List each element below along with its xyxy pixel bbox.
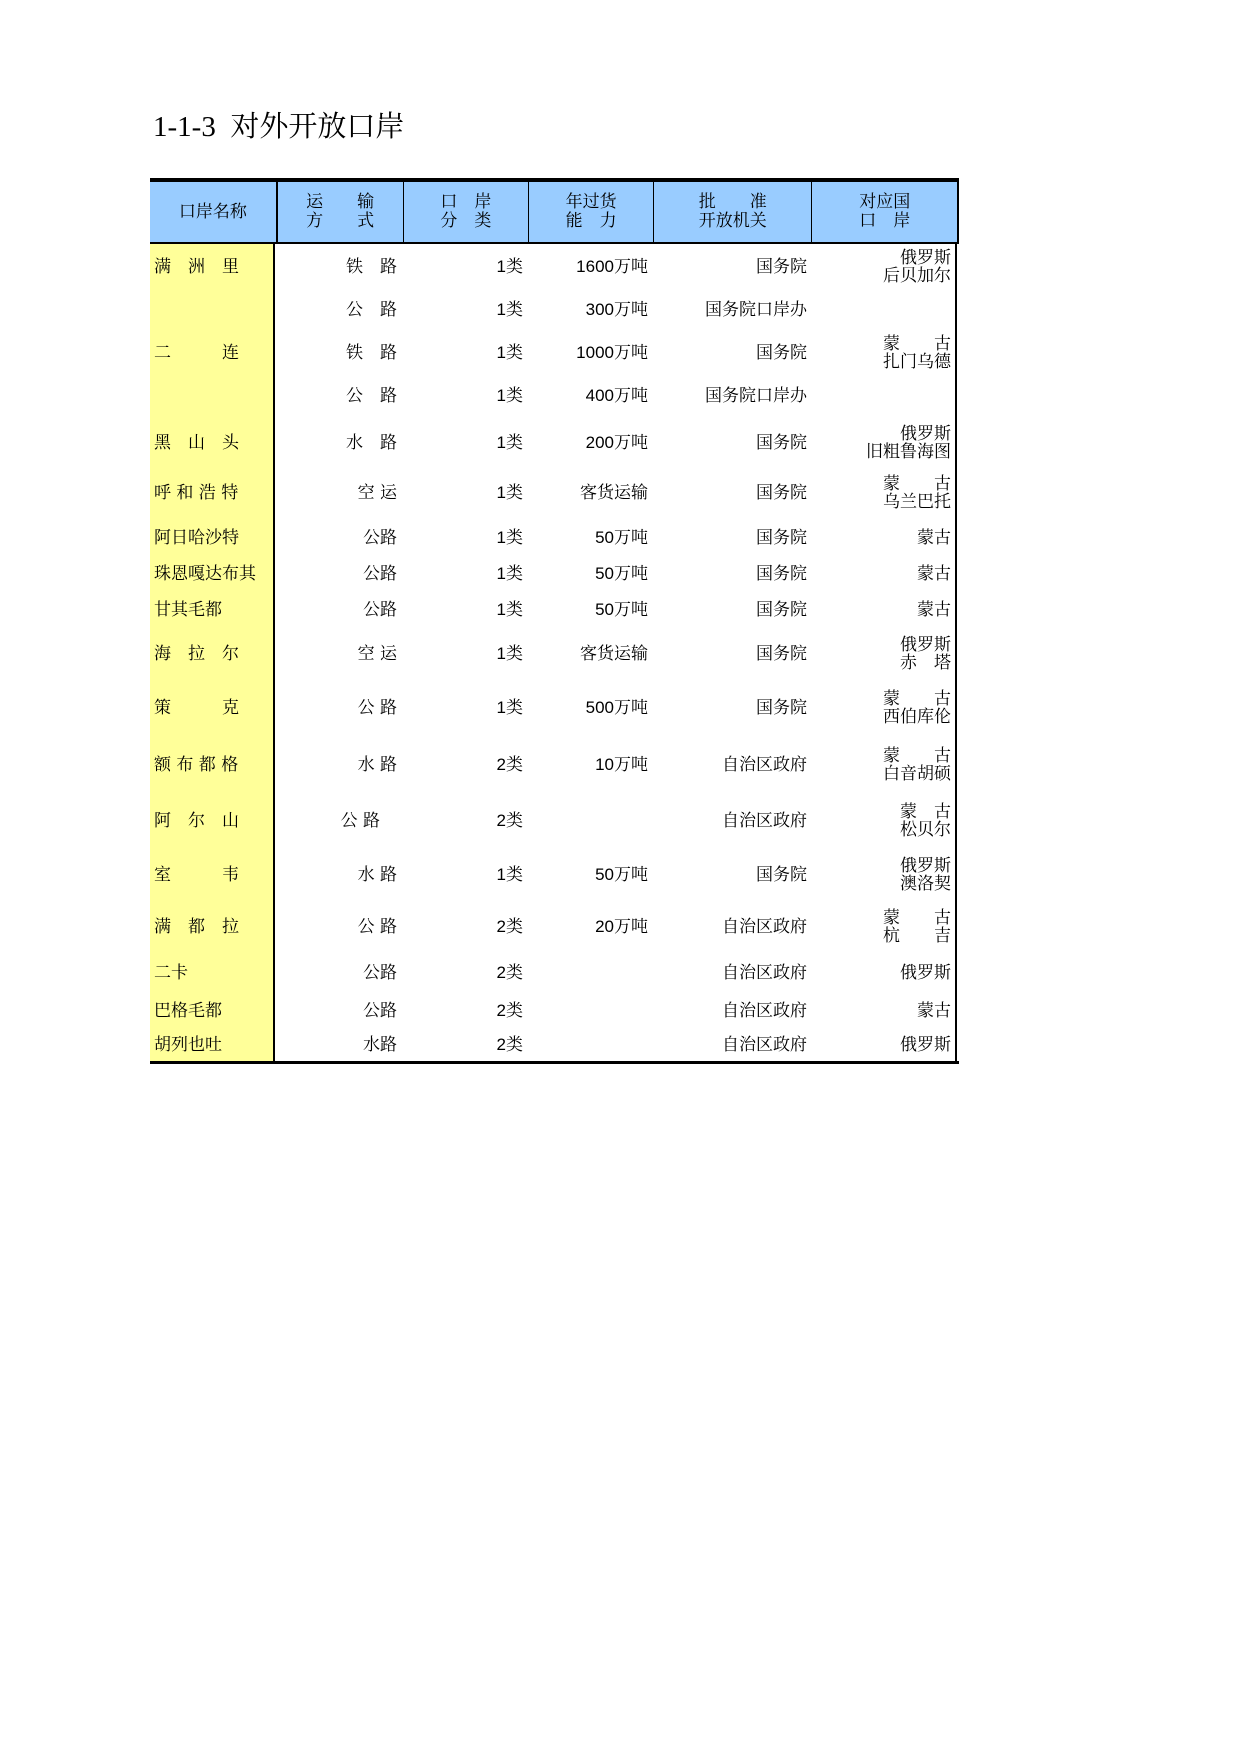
- cell-approval-authority: 国务院: [756, 342, 807, 363]
- cell-transport-mode: 公 路: [340, 810, 397, 831]
- cell-capacity: 50万吨: [595, 865, 648, 884]
- header-approval-authority: 批 准 开放机关: [654, 182, 812, 242]
- cell-capacity: 500万吨: [585, 697, 648, 717]
- cell-transport-mode: 铁 路: [346, 256, 397, 277]
- header-counterpart-port: 对应国 口 岸: [812, 182, 959, 242]
- cell-port-name: 黑 山 头: [150, 417, 275, 468]
- table-row: [150, 736, 959, 793]
- cell-capacity: 50万吨: [595, 564, 648, 583]
- cell-port-name: 满 都 拉: [150, 902, 275, 952]
- cell-counterpart-port: 蒙 古 西伯库伦: [811, 679, 957, 736]
- cell-port-name: 策 克: [150, 679, 275, 736]
- cell-counterpart-port: 蒙 古 杭 吉: [811, 902, 957, 952]
- cell-capacity: 20万吨: [595, 917, 648, 936]
- cell-transport-mode: 公路: [363, 564, 397, 584]
- cell-counterpart-port: 蒙 古 白音胡硕: [811, 736, 957, 793]
- table-row: [150, 993, 959, 1028]
- cell-port-name: 二 连: [150, 331, 275, 374]
- table-row: [150, 331, 959, 374]
- cell-port-category: 2类: [496, 810, 523, 830]
- cell-port-category: 1类: [496, 256, 523, 276]
- cell-counterpart-port: 俄罗斯 澳洛契: [811, 848, 957, 902]
- cell-port-name: 巴格毛都: [150, 993, 275, 1028]
- cell-port-name: 甘其毛都: [150, 591, 275, 629]
- table-row: [150, 629, 959, 679]
- cell-approval-authority: 国务院口岸办: [705, 300, 807, 320]
- cell-capacity: 50万吨: [595, 527, 648, 547]
- cell-approval-authority: 国务院: [756, 564, 807, 584]
- cell-transport-mode: 公 路: [357, 697, 397, 718]
- cell-port-category: 2类: [496, 962, 523, 982]
- header-capacity: 年过货 能 力: [529, 182, 654, 242]
- table-row: [150, 1028, 959, 1061]
- cell-counterpart-port: 蒙 古 松贝尔: [811, 793, 957, 848]
- cell-port-category: 2类: [496, 917, 523, 936]
- cell-transport-mode: 公 路: [357, 917, 397, 937]
- cell-transport-mode: 空 运: [357, 483, 397, 503]
- cell-capacity: 1000万吨: [576, 342, 648, 362]
- cell-approval-authority: 国务院: [756, 483, 807, 503]
- cell-approval-authority: 国务院: [756, 644, 807, 664]
- cell-capacity: 200万吨: [585, 432, 648, 452]
- cell-counterpart-port: 俄罗斯: [811, 952, 957, 993]
- cell-approval-authority: 自治区政府: [722, 1000, 807, 1021]
- cell-approval-authority: 国务院: [756, 256, 807, 277]
- cell-port-category: 1类: [496, 432, 523, 452]
- table-row: [150, 591, 959, 629]
- cell-transport-mode: 公路: [363, 527, 397, 548]
- table-row: [150, 848, 959, 902]
- cell-approval-authority: 国务院: [756, 527, 807, 548]
- cell-counterpart-port: 俄罗斯 后贝加尔: [811, 244, 957, 289]
- cell-counterpart-port: [811, 289, 957, 331]
- table-row: [150, 952, 959, 993]
- cell-transport-mode: 水 路: [346, 432, 397, 453]
- cell-counterpart-port: 蒙古: [811, 591, 957, 629]
- table-row: [150, 902, 959, 952]
- cell-approval-authority: 自治区政府: [722, 810, 807, 831]
- cell-capacity: 10万吨: [595, 754, 648, 774]
- cell-port-category: 1类: [496, 644, 523, 663]
- cell-port-name: 额 布 都 格: [150, 736, 275, 793]
- cell-port-category: 2类: [496, 1034, 523, 1054]
- cell-capacity: 1600万吨: [576, 256, 648, 276]
- cell-approval-authority: 自治区政府: [722, 1034, 807, 1055]
- cell-port-category: 1类: [496, 600, 523, 619]
- cell-capacity: [527, 793, 652, 848]
- header-transport-mode: 运 输 方 式: [278, 182, 404, 242]
- cell-capacity: 客货运输: [580, 644, 648, 663]
- cell-transport-mode: 水 路: [357, 754, 397, 775]
- cell-transport-mode: 公 路: [346, 300, 397, 320]
- cell-counterpart-port: 俄罗斯: [811, 1028, 957, 1061]
- cell-capacity: [527, 1028, 652, 1061]
- cell-port-category: 1类: [496, 564, 523, 583]
- cell-port-name: 阿日哈沙特: [150, 518, 275, 557]
- cell-port-name: 室 韦: [150, 848, 275, 902]
- cell-port-category: 1类: [496, 385, 523, 405]
- cell-transport-mode: 公路: [363, 600, 397, 620]
- cell-capacity: 50万吨: [595, 600, 648, 619]
- cell-port-category: 1类: [496, 697, 523, 717]
- cell-approval-authority: 国务院: [756, 697, 807, 718]
- cell-transport-mode: 公 路: [346, 385, 397, 406]
- cell-approval-authority: 国务院: [756, 432, 807, 453]
- cell-port-category: 2类: [496, 754, 523, 774]
- cell-capacity: 客货运输: [580, 483, 648, 502]
- table-row: [150, 244, 959, 289]
- cell-port-name: 胡列也吐: [150, 1028, 275, 1061]
- cell-counterpart-port: 蒙 古 乌兰巴托: [811, 468, 957, 518]
- cell-port-category: 1类: [496, 300, 523, 319]
- table-row: [150, 468, 959, 518]
- cell-counterpart-port: 蒙古: [811, 557, 957, 591]
- cell-capacity: [527, 993, 652, 1028]
- cell-port-category: 2类: [496, 1000, 523, 1020]
- cell-transport-mode: 铁 路: [346, 342, 397, 363]
- table-row: [150, 289, 959, 331]
- cell-approval-authority: 自治区政府: [722, 962, 807, 983]
- table-row: [150, 793, 959, 848]
- cell-counterpart-port: 俄罗斯 旧粗鲁海图: [811, 417, 957, 468]
- cell-approval-authority: 国务院口岸办: [705, 385, 807, 406]
- cell-transport-mode: 公路: [363, 962, 397, 983]
- header-port-category: 口 岸 分 类: [404, 182, 530, 242]
- cell-port-name: 呼 和 浩 特: [150, 468, 275, 518]
- cell-counterpart-port: [811, 374, 957, 417]
- cell-approval-authority: 自治区政府: [722, 754, 807, 775]
- cell-port-name: 海 拉 尔: [150, 629, 275, 679]
- cell-port-name: [150, 289, 275, 331]
- cell-port-category: 1类: [496, 527, 523, 547]
- cell-approval-authority: 国务院: [756, 600, 807, 620]
- cell-port-name: 珠恩嘎达布其: [150, 557, 275, 591]
- table-row: [150, 518, 959, 557]
- ports-table: [150, 178, 959, 1064]
- cell-capacity: [527, 952, 652, 993]
- table-row: [150, 679, 959, 736]
- cell-port-name: 阿 尔 山: [150, 793, 275, 848]
- table-row: [150, 557, 959, 591]
- page-title: 1-1-3 对外开放口岸: [153, 111, 405, 143]
- cell-capacity: 300万吨: [585, 300, 648, 319]
- cell-transport-mode: 水路: [363, 1034, 397, 1055]
- table-row: [150, 417, 959, 468]
- cell-port-name: 满 洲 里: [150, 244, 275, 289]
- cell-counterpart-port: 蒙古: [811, 518, 957, 557]
- cell-approval-authority: 国务院: [756, 865, 807, 885]
- cell-counterpart-port: 蒙古: [811, 993, 957, 1028]
- cell-port-name: 二卡: [150, 952, 275, 993]
- table-body: [150, 244, 959, 1061]
- cell-port-category: 1类: [496, 483, 523, 502]
- header-port-name: 口岸名称: [150, 182, 278, 242]
- cell-capacity: 400万吨: [585, 385, 648, 405]
- table-header: [150, 182, 959, 244]
- cell-port-name: [150, 374, 275, 417]
- cell-approval-authority: 自治区政府: [722, 917, 807, 937]
- cell-transport-mode: 水 路: [357, 865, 397, 885]
- cell-port-category: 1类: [496, 865, 523, 884]
- cell-counterpart-port: 俄罗斯 赤 塔: [811, 629, 957, 679]
- cell-transport-mode: 空 运: [357, 644, 397, 664]
- cell-counterpart-port: 蒙 古 扎门乌德: [811, 331, 957, 374]
- cell-transport-mode: 公路: [363, 1000, 397, 1021]
- cell-port-category: 1类: [496, 342, 523, 362]
- table-row: [150, 374, 959, 417]
